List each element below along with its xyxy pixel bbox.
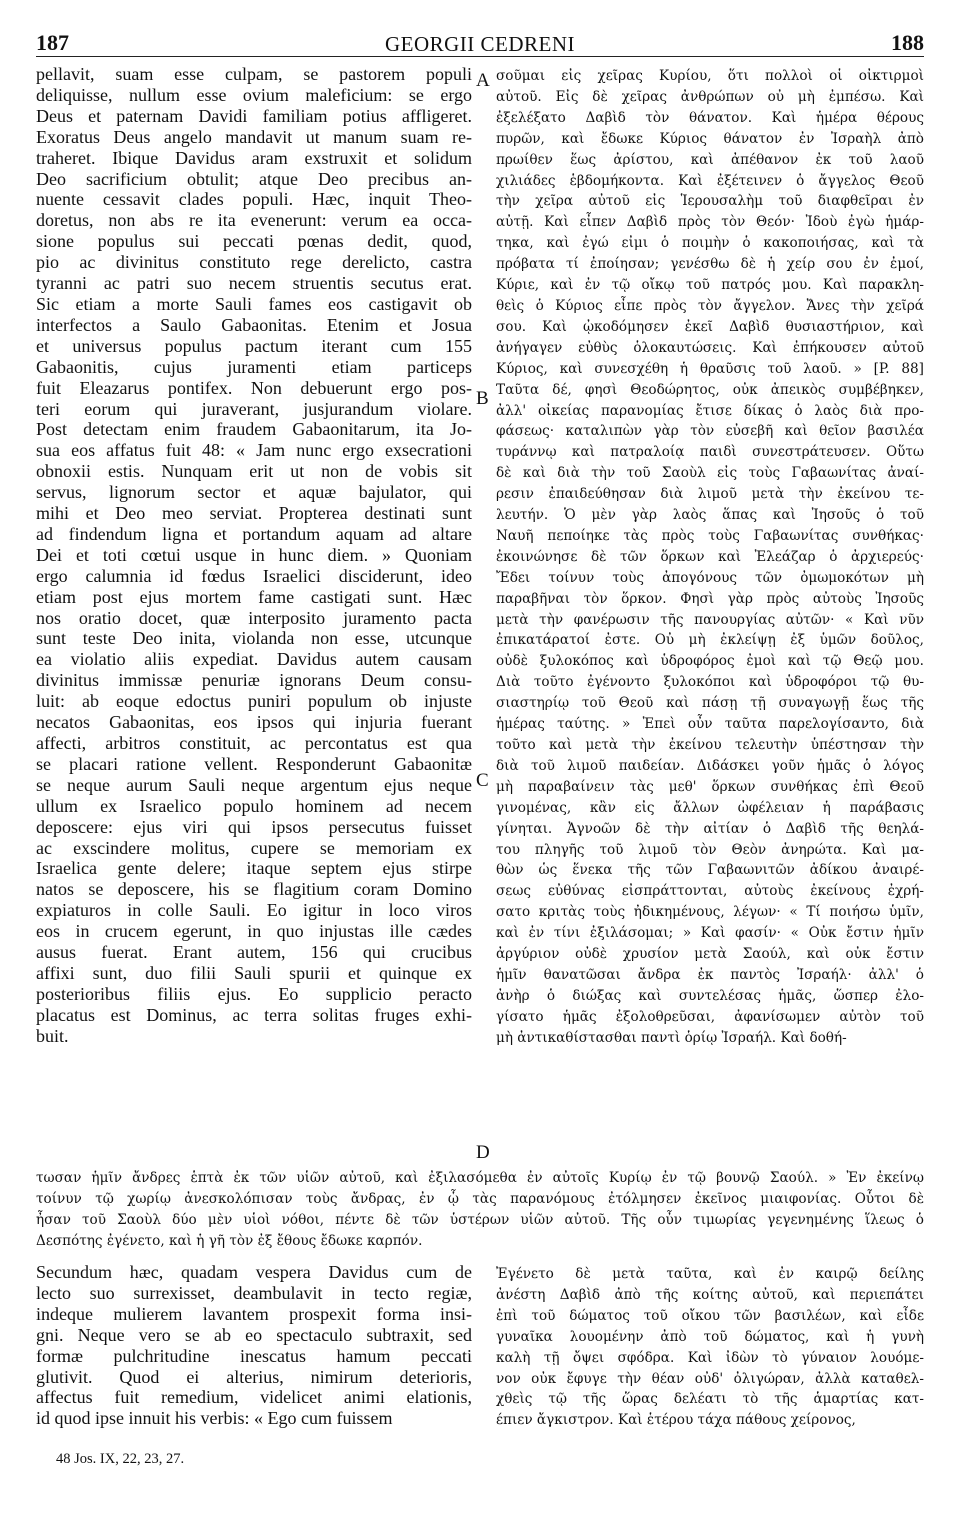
text-line: teri eorum qui juraverant, jusjurandum violare.	[36, 398, 472, 419]
text-line: διὰ τοῦ λιμοῦ παιδείαν. Διδάσκει γοῦν ἡμᾶς ὁ λόγος	[496, 757, 924, 774]
page-number-left: 187	[36, 30, 69, 55]
text-line: Ναυῆ πεποίηκε τὰς πρὸς τοὺς Γαβαωνίτας συνθήκας·	[496, 527, 924, 544]
text-line: ἀργύριον οὐδὲ χρυσίον μετὰ Σαούλ, καὶ οὐκ ἔστιν	[496, 946, 924, 963]
text-line: ac exscindere molitus, cupere se memoriam ex	[36, 837, 472, 858]
greek-full-width-block	[36, 1168, 924, 1252]
text-line: ἦσαν τοῦ Σαοὺλ δύο μὲν υἱοὶ νόθοι, πέντε δὲ τῶν ὑστέρων υἱῶν αὐτοῦ. Τῆς οὖν τιμωρίας γεγενημένης ἵλεως ὁ	[36, 1211, 924, 1228]
text-line: ausus fuerat. Erant autem, 156 qui crucibus	[36, 942, 472, 963]
text-line: divinitus immissæ penuriæ ignorans Deum consu-	[36, 670, 472, 691]
text-line: πρωίθεν ἕως ἀρίστου, καὶ ἀπέθανον ἐκ τοῦ λαοῦ	[496, 151, 924, 168]
text-line: καὶ ἐν τίνι ἐξιλάσομαι; » Καὶ φασίν· « Οὐκ ἔστιν ἡμῖν	[496, 925, 924, 942]
text-line: id quod ipse innuit his verbis: « Ego cum fuissem	[36, 1408, 393, 1429]
text-line: ἐπὶ τοῦ δώματος τοῦ οἴκου τῶν βασιλέων, καὶ εἶδε	[496, 1307, 924, 1324]
page-number-right: 188	[891, 30, 924, 55]
text-line: ρεσιν ἐπαιδεύθησαν διὰ λιμοῦ μετὰ τὴν ἐκείνου τε-	[496, 486, 924, 503]
text-line: ad findendum ligna et portandum aquam ad altare	[36, 523, 472, 544]
text-line: gni. Neque vero se ab eo spectaculo subtraxit, sed	[36, 1324, 472, 1345]
text-line: deposcere: ejus viri qui ipsos persecutus fuisset	[36, 816, 472, 837]
text-line: μὴ παραβαίνειν τὰς μεθ' ὅρκων συνθήκας ἐπὶ Θεοῦ	[496, 778, 924, 795]
margin-marker-a: A	[476, 70, 490, 91]
text-line: πυρῶν, καὶ ἔδωκε Κύριος θάνατον ἐν Ἰσραὴλ ἀπὸ	[496, 130, 924, 147]
text-line: interfectos a Saulo Gabaonitas. Etenim et Josua	[36, 314, 472, 335]
text-line: buit.	[36, 1025, 69, 1046]
text-line: placatus est Dominus, ac terra solitas fruges exhi-	[36, 1004, 472, 1025]
text-line: τωσαν ἡμῖν ἄνδρες ἑπτὰ ἐκ τῶν υἱῶν αὐτοῦ, καὶ ἐξιλασόμεθα ἐν αὐτοῖς Κυρίῳ ἐν τῷ βουνῷ Σαούλ. » Ἐν ἐκείνῳ	[36, 1170, 924, 1186]
text-line: αὐτοῦ. Εἰς δὲ χεῖρας ἀνθρώπων οὐ μὴ ἐμπέσω. Καὶ	[496, 88, 924, 105]
text-line: θεὶς ὁ Κύριος εἶπε πρὸς τὸν ἄγγελον. Ἄνες τὴν χεῖρά	[496, 297, 924, 314]
text-line: ἀνὴρ ὁ διώξας καὶ συντελέσας ἡμᾶς, ὥσπερ ἐλο-	[496, 987, 924, 1004]
text-line: πρόβατα τί ἐποίησαν; γενέσθω δὲ ἡ χείρ σου ἐν ἐμοί,	[496, 256, 924, 273]
text-line: αὐτῇ. Καὶ εἶπεν Δαβὶδ πρὸς τὸν Θεόν· Ἰδοὺ ἐγὼ ἡμάρ-	[496, 214, 924, 231]
latin-column-bottom	[36, 1262, 472, 1429]
text-line: λευτήν. Ὁ μὲν γὰρ λαὸς ἅπας καὶ Ἰησοῦς ὁ τοῦ	[496, 507, 924, 524]
running-header	[36, 30, 924, 57]
text-line: γίσατο ἡμᾶς ἐξολοθρεῦσαι, ἀφανίσωμεν αὐτὸν τοῦ	[496, 1008, 924, 1025]
text-line: ἡμέρας ταύτης. » Ἐπεὶ οὖν ταῦτα παρελογίσαντο, διὰ	[496, 716, 924, 733]
text-line: θὼν ὡς ἕνεκα τῆς τῶν Γαβαωνιτῶν ἀδίκου ἀναιρέ-	[496, 862, 924, 879]
text-line: affectus fuit remedium, videlicet animi elationis,	[36, 1387, 472, 1408]
text-line: ἡμῖν θανατῶσαι ἄνδρα ἐκ παντὸς Ἰσραήλ· ἀλλ' ὁ	[496, 966, 924, 983]
text-line: obnoxii estis. Nunquam erit ut non de vobis sit	[36, 461, 472, 482]
text-line: γίνηται. Ἀγνοῶν δὲ τὴν αἰτίαν ὁ Δαβὶδ τῆς θεηλά-	[496, 820, 924, 837]
text-line: Κύριος, καὶ συνεσχέθη ἡ θραῦσις τοῦ λαοῦ. » [P. 88]	[496, 360, 924, 377]
text-line: γυναῖκα λουομένην ἀπὸ τοῦ δώματος, καὶ ἡ γυνὴ	[496, 1328, 924, 1345]
text-line: mihi et Deo meo serviat. Propterea destinati sunt	[36, 503, 472, 524]
running-title: GEORGII CEDRENI	[384, 32, 576, 56]
text-line: ullum ex Israelico populo hominem ad necem	[36, 795, 472, 816]
text-line: ἐκοινώνησε δὲ τῶν ὅρκων καὶ Ἐλεάζαρ ὁ ἀρχιερεύς·	[496, 548, 924, 565]
greek-column-top	[496, 66, 924, 1049]
text-line: sione populus sui peccati pœnas dedit, quod,	[36, 231, 472, 252]
text-line: Secundum hæc, quadam vespera Davidus cum de	[36, 1262, 472, 1282]
text-line: pellavit, suam esse culpam, se pastorem populi	[36, 64, 472, 84]
text-line: Κύριε, καὶ ἐν τῷ οἴκῳ τοῦ πατρός μου. Καὶ παρακλη-	[496, 277, 924, 294]
text-line: τυράννῳ καὶ πατραλοίᾳ παιδὶ συνεστράτευσεν. Οὕτω	[496, 444, 924, 461]
text-line: pio ac divinitus constituto rege derelicto, castra	[36, 252, 472, 273]
text-line: eos in crucem egerunt, in quo injustas ille cædes	[36, 921, 472, 942]
text-line: ἀνήγαγεν εὐθὺς ὁλοκαυτώσεις. Καὶ ἐπήκουσεν αὐτοῦ	[496, 339, 924, 356]
text-line: μὴ ἀντικαθίστασθαι παντὶ ὁρίῳ Ἰσραήλ. Καὶ δοθή-	[496, 1029, 847, 1046]
text-line: τηκα, καὶ ἐγώ εἰμι ὁ ποιμὴν ὁ κακοποιήσας, καὶ τὰ	[496, 235, 924, 252]
text-line: σου. Καὶ ᾠκοδόμησεν ἐκεῖ Δαβὶδ θυσιαστήριον, καὶ	[496, 318, 924, 335]
text-line: ergo calumnia id fœdus Israelici disciderunt, ideo	[36, 565, 472, 586]
text-line: τοῦτο καὶ μετὰ τὴν ἐκείνου τελευτὴν ὑπέστησαν τὴν	[496, 737, 924, 753]
text-line: Deo sacrificium obtulit; atque Deo precibus an-	[36, 168, 472, 189]
text-line: τοίνυν τῷ χωρίῳ ἀνεσκολόπισαν τοὺς ἄνδρας, ἐν ᾧ τὰς παρανόμους ἐτόλμησεν ἐκεῖνος μιαιφονίας. Οὗτοι δὲ	[36, 1190, 924, 1207]
text-line: se neque aurum Sauli neque argentum ejus neque	[36, 774, 472, 795]
footnote: 48 Jos. IX, 22, 23, 27.	[56, 1451, 185, 1467]
text-line: servus, lignorum sector et aquæ bajulator, qui	[36, 482, 472, 503]
text-line: σιαστηρίῳ τοῦ Θεοῦ καὶ πάσῃ τῇ συναγωγῇ ἕως τῆς	[496, 695, 924, 712]
text-line: sunt teste Deo inita, violanda non esse, utcunque	[36, 628, 472, 649]
text-line: Exoratus Deus angelo mandavit ut manum suam re-	[36, 126, 472, 147]
text-line: Israelica gente delere; itaque septem ejus stirpe	[36, 858, 472, 879]
text-line: fuit Eleazarus pontifex. Non debuerunt ergo pos-	[36, 377, 472, 398]
text-line: δὲ καὶ διὰ τὴν τοῦ Σαοὺλ εἰς τοὺς Γαβαωνίτας ἀναί-	[496, 465, 924, 482]
margin-marker-c: C	[476, 770, 489, 791]
text-line: του πληγῆς τοῦ λιμοῦ τὸν Θεὸν ἀνηρώτα. Καὶ μα-	[496, 841, 924, 858]
text-line: natos se deposcere, his se flagitium coram Domino	[36, 879, 472, 900]
text-line: τὴν χεῖρα αὐτοῦ εἰς Ἱερουσαλὴμ τοῦ διαφθεῖραι ἐν	[496, 193, 924, 210]
text-line: glutivit. Quod ei alterius, nimirum deterioris,	[36, 1366, 472, 1387]
text-line: luit: ab eoque edoctus puniri populum ob injuste	[36, 691, 472, 712]
text-line: παραβῆναι τὸν ὅρκον. Φησὶ γὰρ πρὸς αὐτοὺς Ἰησοῦς	[496, 590, 924, 607]
text-line: σοῦμαι εἰς χεῖρας Κυρίου, ὅτι πολλοὶ οἱ οἰκτιρμοὶ	[496, 68, 924, 84]
text-line: έπιεν ἄγκιστρον. Καὶ ἑτέρου τάχα πάθους χείρονος,	[496, 1412, 856, 1429]
text-line: ἀλλ' οἰκείας παρανομίας ἔτισε δίκας ὁ λαὸς διὰ προ-	[496, 402, 924, 419]
text-line: necatos Gabaonitas, eos ipsos qui injuria fuerant	[36, 712, 472, 733]
text-line: expiaturos in colle Sauli. Eo igitur in loco viros	[36, 900, 472, 921]
text-line: ἀνέστη Δαβὶδ ἀπὸ τῆς κοίτης αὐτοῦ, καὶ περιεπάτει	[496, 1286, 924, 1303]
text-line: indeque mulierem lavantem prospexit forma insi-	[36, 1303, 472, 1324]
text-line: χιλιάδες ἑβδομήκοντα. Καὶ ἐξέτεινεν ὁ ἄγγελος Θεοῦ	[496, 172, 924, 189]
text-line: doretus, non abs re ita evenerunt: verum ea occa-	[36, 210, 472, 231]
text-line: Διὰ τοῦτο ἐγένοντο ξυλοκόποι καὶ ὑδροφόροι τῷ θυ-	[496, 674, 924, 691]
text-line: nos oratio docet, quæ interposito juramento pacta	[36, 607, 472, 628]
text-line: traheret. Ibique Davidus aram exstruxit et solidum	[36, 147, 472, 168]
text-line: tyranni ac patri suo necem struentis secutus erat.	[36, 273, 472, 294]
text-line: Gabaonitis, cujus juramenti etiam particeps	[36, 356, 472, 377]
text-line: posterioribus filiis ejus. Eo supplicio peracto	[36, 983, 472, 1004]
text-line: σεως εὐθύνας εἰσπράττονται, αὐτοὺς ἐκείνους ἐχρή-	[496, 883, 924, 900]
text-line: affixi sunt, duo filii Sauli spurii et quinque ex	[36, 962, 472, 983]
text-line: χθεὶς τῷ τῆς ὥρας δελέατι τὸ τῆς ἁμαρτίας κατ-	[496, 1391, 924, 1408]
text-line: Post detectam enim fraudem Gabaonitarum, ita Jo-	[36, 419, 472, 440]
text-line: formæ pulchritudine inescatus hamum peccati	[36, 1345, 472, 1366]
text-line: se placari ratione vellent. Responderunt Gabaonitæ	[36, 753, 472, 774]
latin-column-top	[36, 64, 472, 1047]
text-line: Dei et toti cœtui usque in hunc diem. » Quoniam	[36, 544, 472, 565]
text-line: Δεσπότης ἐγένετο, καὶ ἡ γῆ τὸν ἐξ ἔθους ἔδωκε καρπόν.	[36, 1232, 423, 1249]
text-line: γινομένας, κἂν εἰς ἄλλων ὠφέλειαν ἡ παράβασις	[496, 799, 924, 816]
text-line: σατο κριτὰς τοὺς ἠδικημένους, λέγων· « Τί ποιήσω ὑμῖν,	[496, 904, 924, 921]
text-line: φάσεως· καταλιπὼν γὰρ τὸν εὐσεβῆ καὶ θεῖον βασιλέα	[496, 423, 924, 440]
text-line: μετὰ τὴν φανέρωσιν τῆς πανουργίας αὐτῶν· « Καὶ νῦν	[496, 611, 924, 628]
text-line: nuente cessavit clades populi. Hæc, inquit Theo-	[36, 189, 472, 210]
text-line: etiam post ejus mortem fame castigati sunt. Hæc	[36, 586, 472, 607]
text-line: οὐδὲ ξυλοκόπος καὶ ὑδροφόρος ἐμοὶ καὶ τῷ Θεῷ μου.	[496, 653, 924, 670]
text-line: affecti, arbitros constituit, ac percontatus est qua	[36, 733, 472, 753]
text-line: ἐξελέξατο Δαβὶδ τὸν θάνατον. Καὶ ἡμέρα θέρους	[496, 109, 924, 126]
text-line: Ἐγένετο δὲ μετὰ ταῦτα, καὶ ἐν καιρῷ δείλης	[496, 1266, 924, 1282]
text-line: lecto suo surrexisset, deambulavit in tecto regiæ,	[36, 1282, 472, 1303]
margin-marker-b: B	[476, 388, 489, 409]
margin-marker-d: D	[476, 1142, 490, 1163]
text-line: νον οὐκ ἔφυγε τὴν θέαν οὐδ' ὀλιγώραν, ἀλλὰ καταθελ-	[496, 1370, 924, 1387]
text-line: ἐπικατάρατοί ἐστε. Οὐ μὴ ἐκλείψῃ ἐξ ὑμῶν δοῦλος,	[496, 632, 924, 649]
text-line: sua eos affatus fuit 48: « Jam nunc ergo exsecrationi	[36, 440, 472, 461]
text-line: ea violatio aliis expediat. Davidus autem causam	[36, 649, 472, 670]
text-line: Ἔδει τοίνυν τοὺς ἀπογόνους τῶν ὀμωμοκότων μὴ	[496, 569, 924, 586]
text-line: deliquisse, nullum esse ovium maleficium: se ergo	[36, 84, 472, 105]
text-line: Ταῦτα δέ, φησὶ Θεοδώρητος, οὐκ ἀπεικὸς συμβέβηκεν,	[496, 381, 924, 398]
text-line: Deus et paternam Davidi familiam potius affligeret.	[36, 105, 472, 126]
text-line: Sic etiam a morte Sauli fames eos castigavit ob	[36, 293, 472, 314]
text-line: καλὴ τῇ ὄψει σφόδρα. Καὶ ἰδὼν τὸ γύναιον λουόμε-	[496, 1349, 924, 1366]
text-line: et universus populus pactum iterant cum 155	[36, 335, 472, 356]
greek-column-bottom	[496, 1264, 924, 1431]
